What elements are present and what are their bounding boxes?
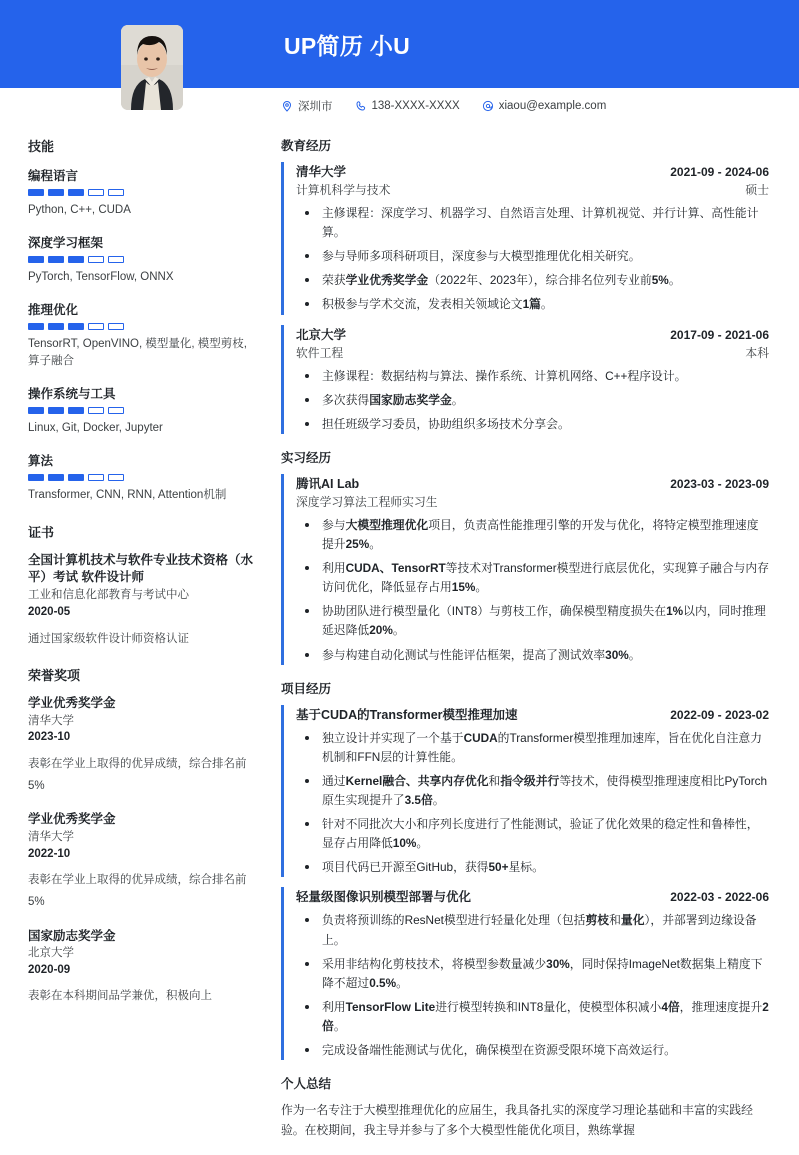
award-date: 2023-10 [28, 731, 71, 744]
bullet-highlight: 30% [546, 956, 570, 971]
certificate-date: 2020-05 [28, 605, 71, 618]
bullet-text: 。 [392, 623, 405, 638]
award-org: 清华大学 [28, 714, 74, 727]
education-subheader [296, 344, 769, 361]
education-list [281, 162, 769, 434]
internship-section [281, 448, 769, 665]
bullet-text: 负责将预训练的ResNet模型进行轻量化处理（包括 [322, 913, 586, 928]
bullet-highlight: 3.5倍 [404, 792, 433, 807]
education-title: 北京大学 [296, 327, 347, 342]
bullet-highlight: 4倍 [661, 999, 680, 1014]
page-title: UP简历 小U [284, 33, 411, 59]
summary-text: 作为一名专注于大模型推理优化的应届生，我具备扎实的深度学习理论基础和丰富的实践经验。在校期间，我主导并参与了多个大模型性能优化项目，熟练掌握 [281, 1103, 753, 1138]
certificate-item [28, 552, 253, 648]
education-degree: 本科 [745, 345, 769, 360]
bullet-text: 和 [488, 773, 501, 788]
internship-bullets [296, 516, 769, 665]
education-bullets [296, 367, 769, 434]
education-date: 2021-09 - 2024-06 [670, 165, 769, 179]
project-bullets [296, 729, 769, 878]
bullet-text: 。 [451, 392, 464, 407]
project-header [296, 887, 769, 905]
bullet-text: 主修课程：深度学习、机器学习、自然语言处理、计算机视觉、并行计算、高性能计算。 [322, 206, 759, 240]
bullet-text: 利用 [322, 561, 346, 576]
skill-level-bars [28, 474, 253, 481]
award-item [28, 811, 253, 913]
bullet-text: 。 [369, 536, 382, 551]
project-section-title: 项目经历 [281, 681, 332, 696]
bullet-highlight: CUDA [463, 730, 498, 745]
bullet-highlight: 50+ [488, 860, 509, 875]
certificates-section-title: 证书 [28, 524, 55, 540]
awards-section-title: 荣誉奖项 [28, 668, 81, 684]
award-description: 表彰在学业上取得的优异成绩，综合排名前5% [28, 757, 247, 793]
certificate-name: 全国计算机技术与软件专业技术资格（水平）考试 软件设计师 [28, 552, 254, 585]
bullet-item [296, 646, 769, 665]
bullet-highlight: 学业优秀奖学金 [345, 273, 429, 288]
bullet-item [296, 295, 769, 314]
education-item [281, 162, 769, 315]
contact-phone-value: 138-XXXX-XXXX [371, 100, 460, 112]
education-section [281, 136, 769, 434]
certificate-description: 通过国家级软件设计师资格认证 [28, 632, 189, 645]
bullet-item [296, 955, 769, 993]
skill-level-block [108, 323, 124, 330]
skill-level-block [68, 256, 84, 263]
bullet-highlight: 15% [451, 580, 476, 595]
bullet-text: 协助团队进行模型量化（INT8）与剪枝工作，确保模型精度损失在 [322, 604, 667, 619]
skill-level-block [108, 474, 124, 481]
skill-level-block [28, 474, 44, 481]
award-item [28, 928, 253, 1008]
skill-level-block [88, 323, 104, 330]
bullet-item [296, 247, 769, 266]
resume-header [0, 0, 799, 88]
bullet-item [296, 271, 769, 290]
bullet-text: 参与构建自动化测试与性能评估框架，提高了测试效率 [322, 647, 606, 662]
skill-items: PyTorch, TensorFlow, ONNX [28, 270, 174, 283]
skill-level-block [28, 189, 44, 196]
bullet-highlight: 剪枝 [585, 913, 610, 928]
bullet-text: 。 [416, 836, 429, 851]
bullet-highlight: 量化 [620, 913, 645, 928]
bullet-text: 担任班级学习委员，协助组织多场技术分享会。 [322, 416, 570, 431]
bullet-text: 等技术对Transformer模型进行底层优化，实现算子融合与内存访问优化，降低显存占用 [322, 561, 770, 595]
skill-block [28, 233, 253, 287]
project-bullets [296, 911, 769, 1060]
skills-section-title: 技能 [28, 139, 55, 154]
skill-level-block [88, 407, 104, 414]
bullet-text: 通过 [322, 773, 346, 788]
project-header [296, 705, 769, 723]
skill-level-block [28, 407, 44, 414]
education-item [281, 325, 769, 434]
bullet-item [296, 729, 769, 767]
project-section [281, 679, 769, 1061]
bullet-item [296, 559, 769, 597]
contact-email-value: xiaou@example.com [498, 100, 607, 112]
skill-level-bars [28, 256, 253, 263]
internship-subheader [296, 493, 769, 510]
education-subtitle: 软件工程 [296, 345, 344, 360]
resume-body [0, 130, 799, 1155]
internship-item [281, 474, 769, 665]
bullet-text: 。 [396, 975, 408, 990]
bullet-text: 星标。 [508, 860, 544, 875]
bullet-highlight: 25% [345, 536, 370, 551]
skill-items: Transformer, CNN, RNN, Attention机制 [28, 489, 227, 502]
award-description: 表彰在学业上取得的优异成绩，综合排名前5% [28, 873, 247, 909]
bullet-text: 参与 [322, 517, 346, 532]
education-header [296, 162, 769, 180]
bullet-text: 项目，负责高性能推理引擎的开发与优化，将特定模型推理速度提升 [322, 517, 759, 551]
skill-level-block [48, 474, 64, 481]
summary-section [281, 1074, 769, 1141]
portrait-photo-icon [121, 25, 183, 110]
bullet-highlight: 10% [392, 836, 417, 851]
bullet-highlight: 2倍 [322, 999, 769, 1033]
award-date: 2020-09 [28, 963, 71, 976]
education-title: 清华大学 [296, 165, 347, 179]
bullet-highlight: TensorFlow Lite [345, 999, 436, 1014]
skill-level-block [28, 256, 44, 263]
skill-level-block [88, 256, 104, 263]
skill-level-block [88, 474, 104, 481]
project-title: 轻量级图像识别模型部署与优化 [296, 890, 472, 905]
skill-level-block [68, 323, 84, 330]
bullet-text: 。 [668, 273, 681, 288]
skill-items: Linux, Git, Docker, Jupyter [28, 422, 163, 435]
education-section-title: 教育经历 [281, 139, 332, 153]
bullet-text: 以内，同时推理延迟降低 [322, 604, 766, 638]
bullet-text: 。 [540, 297, 553, 312]
bullet-text: 进行模型转换和INT8量化，使模型体积减小 [435, 999, 662, 1014]
project-title: 基于CUDA的Transformer模型推理加速 [296, 707, 518, 722]
project-item [281, 887, 769, 1060]
education-bullets [296, 204, 769, 315]
contact-phone [355, 100, 460, 112]
bullet-item [296, 772, 769, 810]
bullet-text: 积极参与学术交流，发表相关领域论文 [322, 297, 523, 312]
bullet-item [296, 998, 769, 1036]
bullet-item [296, 815, 769, 853]
bullet-text: 利用 [322, 999, 346, 1014]
email-at-icon [482, 100, 494, 112]
avatar [121, 25, 183, 110]
skill-level-block [68, 474, 84, 481]
internship-section-title: 实习经历 [281, 450, 332, 465]
bullet-text: 主修课程：数据结构与算法、操作系统、计算机网络、C++程序设计。 [322, 368, 687, 383]
bullet-text: （2022年、2023年），综合排名位列专业前 [428, 273, 652, 288]
skill-block [28, 300, 253, 372]
award-description: 表彰在本科期间品学兼优，积极向上 [28, 990, 212, 1003]
skill-level-block [48, 189, 64, 196]
project-date: 2022-09 - 2023-02 [670, 707, 769, 722]
sidebar [0, 130, 281, 1011]
skill-name: 算法 [28, 454, 54, 469]
skill-name: 编程语言 [28, 169, 79, 183]
certificates-list [28, 552, 253, 648]
certificates-section [28, 522, 253, 648]
bullet-item [296, 415, 769, 434]
summary-section-title: 个人总结 [281, 1077, 332, 1092]
skill-name: 操作系统与工具 [28, 387, 116, 402]
bullet-highlight: 指令级并行 [500, 773, 560, 788]
skill-level-block [48, 256, 64, 263]
bullet-highlight: CUDA、TensorRT [345, 561, 446, 576]
bullet-text: ），并部署到边缘设备上。 [322, 913, 757, 947]
bullet-highlight: 1篇 [522, 297, 541, 312]
skill-level-bars [28, 407, 253, 414]
bullet-text: ，推理速度提升 [679, 999, 763, 1014]
award-name: 学业优秀奖学金 [28, 812, 116, 827]
bullet-text: ，同时保持ImageNet数据集上精度下降不超过 [322, 956, 763, 990]
skill-level-block [28, 323, 44, 330]
awards-section [28, 665, 253, 1007]
internship-header [296, 474, 769, 492]
skill-level-block [108, 189, 124, 196]
bullet-text: 项目代码已开源至GitHub，获得 [322, 860, 489, 875]
bullet-item [296, 602, 769, 640]
bullet-highlight: 5% [651, 273, 669, 288]
contact-list [281, 98, 606, 114]
bullet-highlight: 1% [666, 604, 684, 619]
skill-level-block [68, 189, 84, 196]
bullet-item [296, 367, 769, 386]
bullet-text: 针对不同批次大小和序列长度进行了性能测试，验证了优化效果的稳定性和鲁棒性，显存占用降低 [322, 817, 759, 851]
bullet-item [296, 391, 769, 410]
skill-level-block [68, 407, 84, 414]
contact-email [482, 100, 607, 112]
contact-location [281, 98, 333, 114]
skill-level-block [48, 407, 64, 414]
bullet-text: 。 [432, 792, 445, 807]
internship-date: 2023-03 - 2023-09 [670, 476, 769, 491]
award-name: 学业优秀奖学金 [28, 696, 116, 711]
internship-list [281, 474, 769, 665]
bullet-highlight: 大模型推理优化 [345, 517, 429, 532]
education-header [296, 325, 769, 343]
bullet-text: 采用非结构化剪枝技术，将模型参数量减少 [322, 956, 547, 971]
skill-block [28, 451, 253, 505]
bullet-item [296, 911, 769, 949]
education-subtitle: 计算机科学与技术 [296, 183, 391, 197]
bullet-text: 和 [609, 913, 621, 928]
skill-name: 深度学习框架 [28, 235, 104, 250]
internship-subtitle: 深度学习算法工程师实习生 [296, 494, 438, 509]
project-item [281, 705, 769, 878]
internship-title: 腾讯AI Lab [296, 476, 360, 491]
bullet-highlight: 20% [369, 623, 393, 638]
bullet-text: 参与导师多项科研项目，深度参与大模型推理优化相关研究。 [322, 249, 641, 264]
bullet-text: 荣获 [322, 273, 346, 288]
skill-block [28, 166, 253, 220]
bullet-item [296, 858, 769, 877]
skill-items: Python, C++, CUDA [28, 204, 131, 216]
education-subheader [296, 181, 769, 198]
project-date: 2022-03 - 2022-06 [670, 890, 769, 905]
contact-location-value: 深圳市 [298, 101, 333, 113]
location-pin-icon [281, 100, 293, 112]
bullet-text: 。 [628, 647, 641, 662]
bullet-text: 独立设计并实现了一个基于 [322, 730, 464, 745]
bullet-item [296, 1041, 769, 1060]
bullet-highlight: 0.5% [369, 975, 397, 990]
skills-section [28, 136, 253, 505]
award-name: 国家励志奖学金 [28, 928, 116, 943]
main-column [281, 130, 799, 1155]
certificate-org: 工业和信息化部教育与考试中心 [28, 588, 189, 601]
skill-items: TensorRT, OpenVINO, 模型量化, 模型剪枝, 算子融合 [28, 337, 247, 368]
skill-block [28, 384, 253, 438]
skill-level-bars [28, 323, 253, 330]
skill-name: 推理优化 [28, 302, 79, 317]
education-degree: 硕士 [745, 183, 769, 197]
bullet-text: 多次获得 [322, 392, 370, 407]
skill-level-block [48, 323, 64, 330]
phone-icon [355, 100, 367, 112]
bullet-text: 。 [333, 1018, 346, 1033]
award-item [28, 695, 253, 797]
bullet-highlight: Kernel融合、共享内存优化 [345, 773, 489, 788]
skill-level-block [108, 407, 124, 414]
bullet-item [296, 204, 769, 242]
skills-list [28, 166, 253, 505]
bullet-item [296, 516, 769, 554]
contact-bar [0, 88, 799, 130]
bullet-text: 。 [475, 580, 488, 595]
bullet-text: 等技术，使得模型推理速度相比PyTorch原生实现提升了 [322, 773, 768, 807]
award-date: 2022-10 [28, 847, 71, 860]
bullet-text: 完成设备端性能测试与优化，确保模型在资源受限环境下高效运行。 [322, 1043, 676, 1058]
project-list [281, 705, 769, 1061]
education-date: 2017-09 - 2021-06 [670, 327, 769, 342]
bullet-highlight: 国家励志奖学金 [369, 392, 452, 407]
award-org: 北京大学 [28, 947, 74, 960]
bullet-text: 的Transformer模型推理加速库，旨在优化自注意力机制和FFN层的计算性能。 [322, 730, 763, 764]
skill-level-block [108, 256, 124, 263]
awards-list [28, 695, 253, 1007]
skill-level-bars [28, 189, 253, 196]
skill-level-block [88, 189, 104, 196]
bullet-highlight: 30% [605, 647, 629, 662]
award-org: 清华大学 [28, 830, 74, 843]
